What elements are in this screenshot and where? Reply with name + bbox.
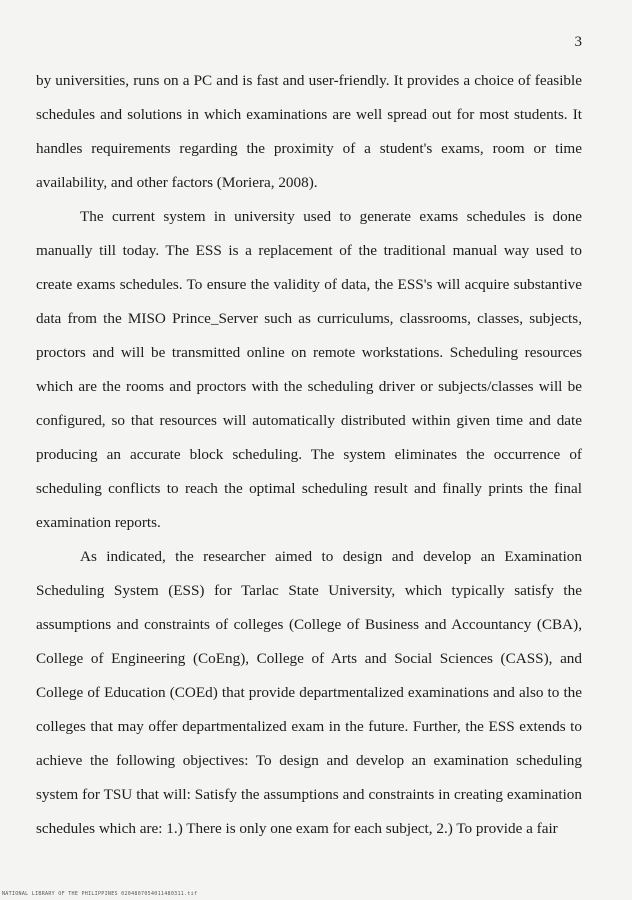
page-number: 3 <box>574 34 582 50</box>
document-body <box>36 64 582 846</box>
paragraph-current-system: The current system in university used to generate exams schedules is done manually till today. The ESS is a replacement of the traditional manual way used to create exams schedules. To ensure the validity of data, the ESS's will acquire substantive data from the MISO Prince_Server such as curriculums, classrooms, classes, subjects, proctors and will be transmitted online on remote workstations. Scheduling resources which are the rooms and proctors with the scheduling driver or subjects/classes will be configured, so that resources will automatically distributed within given time and date producing an accurate block scheduling. The system eliminates the occurrence of scheduling conflicts to reach the optimal scheduling result and finally prints the final examination reports. <box>36 208 582 531</box>
library-stamp: NATIONAL LIBRARY OF THE PHILIPPINES 0204807054011480311.tif <box>2 891 198 897</box>
paragraph-objectives: As indicated, the researcher aimed to design and develop an Examination Scheduling System (ESS) for Tarlac State University, which typically satisfy the assumptions and constraints of colleges (College of Business and Accountancy (CBA), College of Engineering (CoEng), College of Arts and Social Sciences (CASS), and College of Education (COEd) that provide departmentalized examinations and also to the colleges that may offer departmentalized exam in the future. Further, the ESS extends to achieve the following objectives: To design and develop an examination scheduling system for TSU that will: Satisfy the assumptions and constraints in creating examination schedules which are: 1.) There is only one exam for each subject, 2.) To provide a fair <box>36 548 582 837</box>
paragraph-continuation: by universities, runs on a PC and is fast and user-friendly. It provides a choice of feasible schedules and solutions in which examinations are well spread out for most students. It handles requirements regarding the proximity of a student's exams, room or time availability, and other factors (Moriera, 2008). <box>36 72 582 191</box>
